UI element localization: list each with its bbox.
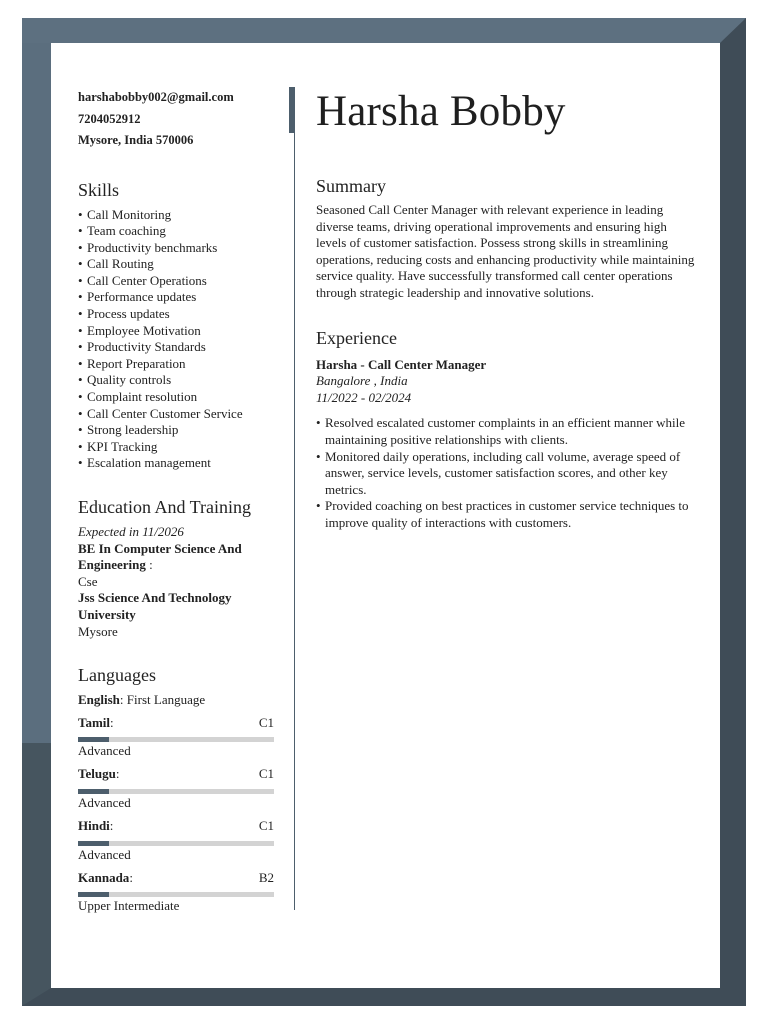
contact-block — [78, 87, 274, 152]
language-label — [78, 766, 119, 783]
skill-item: • Productivity Standards — [78, 339, 274, 356]
contact-phone[interactable]: 7204052912 — [78, 111, 141, 126]
frame-corner-top-right — [720, 18, 746, 43]
education-degree-line — [78, 541, 274, 574]
skill-item: • Call Center Customer Service — [78, 406, 274, 423]
language-proficiency-bar — [78, 737, 274, 742]
language-label — [78, 870, 133, 887]
language-row — [78, 766, 274, 783]
job-duty-item: • Provided coaching on best practices in customer service techniques to improve quality of interactions with customers. — [316, 498, 696, 531]
experience-heading: Experience — [316, 327, 397, 348]
job-title: Harsha - Call Center Manager — [316, 356, 487, 372]
language-sep: : — [110, 714, 114, 730]
job-dates: 11/2022 - 02/2024 — [316, 389, 412, 405]
language-level: Advanced — [78, 794, 131, 810]
frame-corner-bottom-left — [22, 988, 51, 1006]
language-list — [78, 715, 274, 914]
language-entry — [78, 766, 274, 811]
language-proficiency-fill — [78, 892, 109, 897]
language-entry — [78, 818, 274, 863]
left-column — [78, 87, 274, 914]
language-name: Kannada — [78, 869, 130, 885]
skill-item: • Strong leadership — [78, 422, 274, 439]
language-label — [78, 818, 113, 835]
language-label — [78, 715, 114, 732]
language-code: B2 — [258, 869, 274, 885]
language-name: Tamil — [78, 714, 111, 730]
candidate-name: Harsha Bobby — [316, 88, 566, 135]
language-sep: : — [109, 817, 114, 833]
skill-item: • KPI Tracking — [78, 439, 274, 456]
language-sep: : — [129, 869, 133, 885]
job-duty-item: • Monitored daily operations, including call volume, average speed of answer, service levels, customer satisfaction scores, and other key metrics. — [316, 449, 696, 499]
education-expected: Expected in 11/2026 — [78, 524, 184, 539]
language-code: C1 — [258, 817, 274, 833]
summary-heading: Summary — [316, 176, 386, 196]
language-proficiency-fill — [78, 737, 109, 742]
language-proficiency-fill — [78, 789, 109, 794]
language-code: C1 — [258, 714, 274, 730]
skill-item: • Call Monitoring — [78, 207, 274, 224]
language-row — [78, 870, 274, 887]
education-school: Jss Science And Technology University — [78, 590, 232, 622]
native-language — [78, 692, 274, 709]
skill-item: • Report Preparation — [78, 356, 274, 373]
frame-right-band — [720, 43, 746, 988]
summary-text: Seasoned Call Center Manager with relevant experience in leading diverse teams, driving operational improvements and ensuring high levels of customer satisfaction. Possess strong skills in streamlining operations, reducing costs and enhancing productivity while maintaining service quality. Have successfully transformed call center operations through strategic leadership and innovative solutions. — [316, 202, 695, 300]
skill-item: • Employee Motivation — [78, 323, 274, 340]
column-divider-accent — [289, 87, 295, 133]
education-entry — [78, 524, 274, 640]
skill-item: • Call Routing — [78, 256, 274, 273]
native-language-sep: : — [119, 692, 124, 708]
language-entry — [78, 870, 274, 915]
job-duties-list — [316, 415, 696, 531]
native-language-name: English — [78, 692, 120, 708]
frame-top-band — [22, 18, 746, 43]
languages-heading: Languages — [78, 665, 156, 686]
job-location: Bangalore , India — [316, 373, 408, 389]
skill-item: • Call Center Operations — [78, 273, 274, 290]
frame-left-band-dark — [22, 743, 51, 1006]
language-proficiency-bar — [78, 892, 274, 897]
frame-left-band — [22, 43, 51, 743]
language-name: Telugu — [78, 766, 116, 782]
language-proficiency-fill — [78, 841, 109, 846]
job-duty-item: • Resolved escalated customer complaints in an efficient manner while maintaining positive relationships with clients. — [316, 415, 696, 448]
skill-item: • Team coaching — [78, 223, 274, 240]
language-level: Advanced — [78, 743, 131, 759]
frame-bottom-band — [22, 988, 746, 1006]
column-divider — [294, 133, 295, 910]
skill-item: • Quality controls — [78, 372, 274, 389]
education-degree-sep: : — [145, 557, 153, 573]
education-field: Cse — [78, 573, 98, 589]
language-row — [78, 818, 274, 835]
language-entry — [78, 715, 274, 760]
language-level: Advanced — [78, 846, 131, 862]
contact-location: Mysore, India 570006 — [78, 133, 194, 147]
skill-item: • Process updates — [78, 306, 274, 323]
education-degree: BE In Computer Science And Engineering — [78, 540, 242, 573]
skill-item: • Performance updates — [78, 289, 274, 306]
native-language-desc: First Language — [123, 692, 206, 708]
skills-heading: Skills — [78, 179, 120, 200]
language-level: Upper Intermediate — [78, 898, 180, 914]
language-row — [78, 715, 274, 732]
language-code: C1 — [258, 766, 274, 782]
education-heading: Education And Training — [78, 497, 252, 517]
language-proficiency-bar — [78, 789, 274, 794]
skill-item: • Productivity benchmarks — [78, 240, 274, 257]
language-name: Hindi — [78, 817, 110, 833]
contact-email[interactable]: harshabobby002@gmail.com — [78, 90, 234, 104]
skills-list — [78, 207, 274, 473]
skill-item: • Complaint resolution — [78, 389, 274, 406]
language-sep: : — [115, 766, 120, 782]
education-city: Mysore — [78, 623, 118, 639]
skill-item: • Escalation management — [78, 455, 274, 472]
right-column — [316, 82, 696, 532]
language-proficiency-bar — [78, 841, 274, 846]
